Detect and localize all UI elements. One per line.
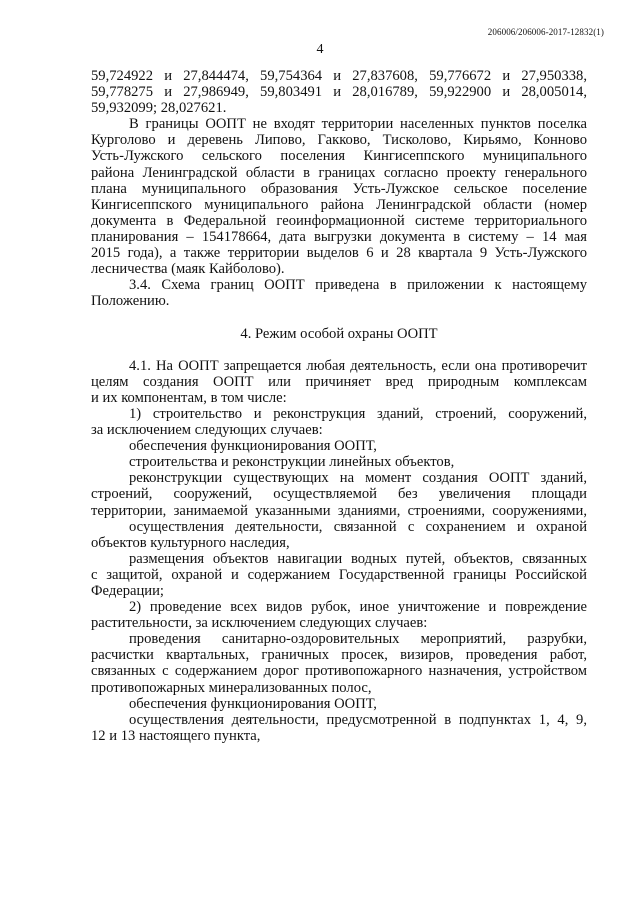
text-line: плана муниципального образования Усть-Лужское сельское поселение [91, 180, 587, 197]
text-line: проведения санитарно-оздоровительных мероприятий, разрубки, [129, 631, 587, 648]
text-line: 4.1. На ООПТ запрещается любая деятельность, если она противоречит [129, 357, 587, 374]
text-line: 12 и 13 настоящего пункта, [91, 727, 261, 744]
text-line: объектов культурного наследия, [91, 534, 290, 551]
text-line: расчистки квартальных, граничных просек, визиров, проведения работ, [91, 647, 587, 664]
text-line: строительства и реконструкции линейных объектов, [129, 454, 455, 471]
text-line: 59,932099; 28,027621. [91, 100, 227, 117]
text-line: 2) проведение всех видов рубок, иное уничтожение и повреждение [129, 599, 587, 616]
document-body [91, 68, 587, 744]
text-line: В границы ООПТ не входят территории населенных пунктов поселка [129, 116, 587, 133]
text-line: за исключением следующих случаев: [91, 422, 323, 439]
text-line: целям создания ООПТ или причиняет вред природным комплексам [91, 373, 587, 390]
text-line: Курголово и деревень Липово, Гакково, Тисколово, Кирьямо, Конново [91, 132, 587, 149]
section-heading: 4. Режим особой охраны ООПТ [240, 325, 438, 342]
text-line: размещения объектов навигации водных путей, объектов, связанных [129, 550, 587, 567]
page-number: 4 [316, 42, 324, 57]
text-line: противопожарных минерализованных полос, [91, 679, 372, 696]
text-line: обеспечения функционирования ООПТ, [129, 438, 377, 455]
text-line: 1) строительство и реконструкция зданий, строений, сооружений, [129, 405, 587, 422]
text-line: 2015 года), а также территории выделов 6 и 28 квартала 9 Усть-Лужского [91, 245, 587, 262]
text-line: Федерации; [91, 583, 164, 599]
text-line: территории, занимаемой указанными зданиями, строениями, сооружениями, [91, 502, 587, 519]
text-line: обеспечения функционирования ООПТ, [129, 695, 377, 712]
text-line: осуществления деятельности, связанной с сохранением и охраной [129, 518, 587, 535]
document-id: 206006/206006-2017-12832(1) [487, 27, 604, 37]
text-line: и их компонентам, в том числе: [91, 389, 287, 406]
text-line: строений, сооружений, осуществляемой без увеличения площади [91, 486, 587, 503]
text-line: реконструкции существующих на момент создания ООПТ зданий, [129, 470, 587, 487]
blank-line [91, 309, 587, 325]
text-line: 59,724922 и 27,844474, 59,754364 и 27,837608, 59,776672 и 27,950338, [91, 68, 587, 84]
blank-line [91, 342, 587, 358]
text-line: документа в Федеральной геоинформационной системе территориального [91, 212, 587, 229]
text-line: Кингисеппского муниципального района Ленинградской области (номер [91, 196, 587, 213]
text-line: осуществления деятельности, предусмотренной в подпунктах 1, 4, 9, [129, 711, 587, 728]
text-line: 59,778275 и 27,986949, 59,803491 и 28,016789, 59,922900 и 28,005014, [91, 84, 587, 101]
text-line: Усть-Лужского сельского поселения Кингисеппского муниципального [91, 148, 587, 165]
text-line: лесничества (маяк Кайболово). [91, 261, 285, 278]
text-line: района Ленинградской области в границах согласно проекту генерального [91, 164, 587, 181]
text-line: связанных с содержанием дорог противопожарного назначения, устройством [91, 663, 587, 680]
text-line: Положению. [91, 293, 170, 310]
text-line: с защитой, охраной и содержанием Государственной границы Российской [91, 566, 587, 583]
text-line: растительности, за исключением следующих случаев: [91, 615, 428, 632]
text-line: планирования – 154178664, дата выгрузки документа в систему – 14 мая [91, 228, 587, 245]
text-line: 3.4. Схема границ ООПТ приведена в приложении к настоящему [129, 277, 587, 294]
